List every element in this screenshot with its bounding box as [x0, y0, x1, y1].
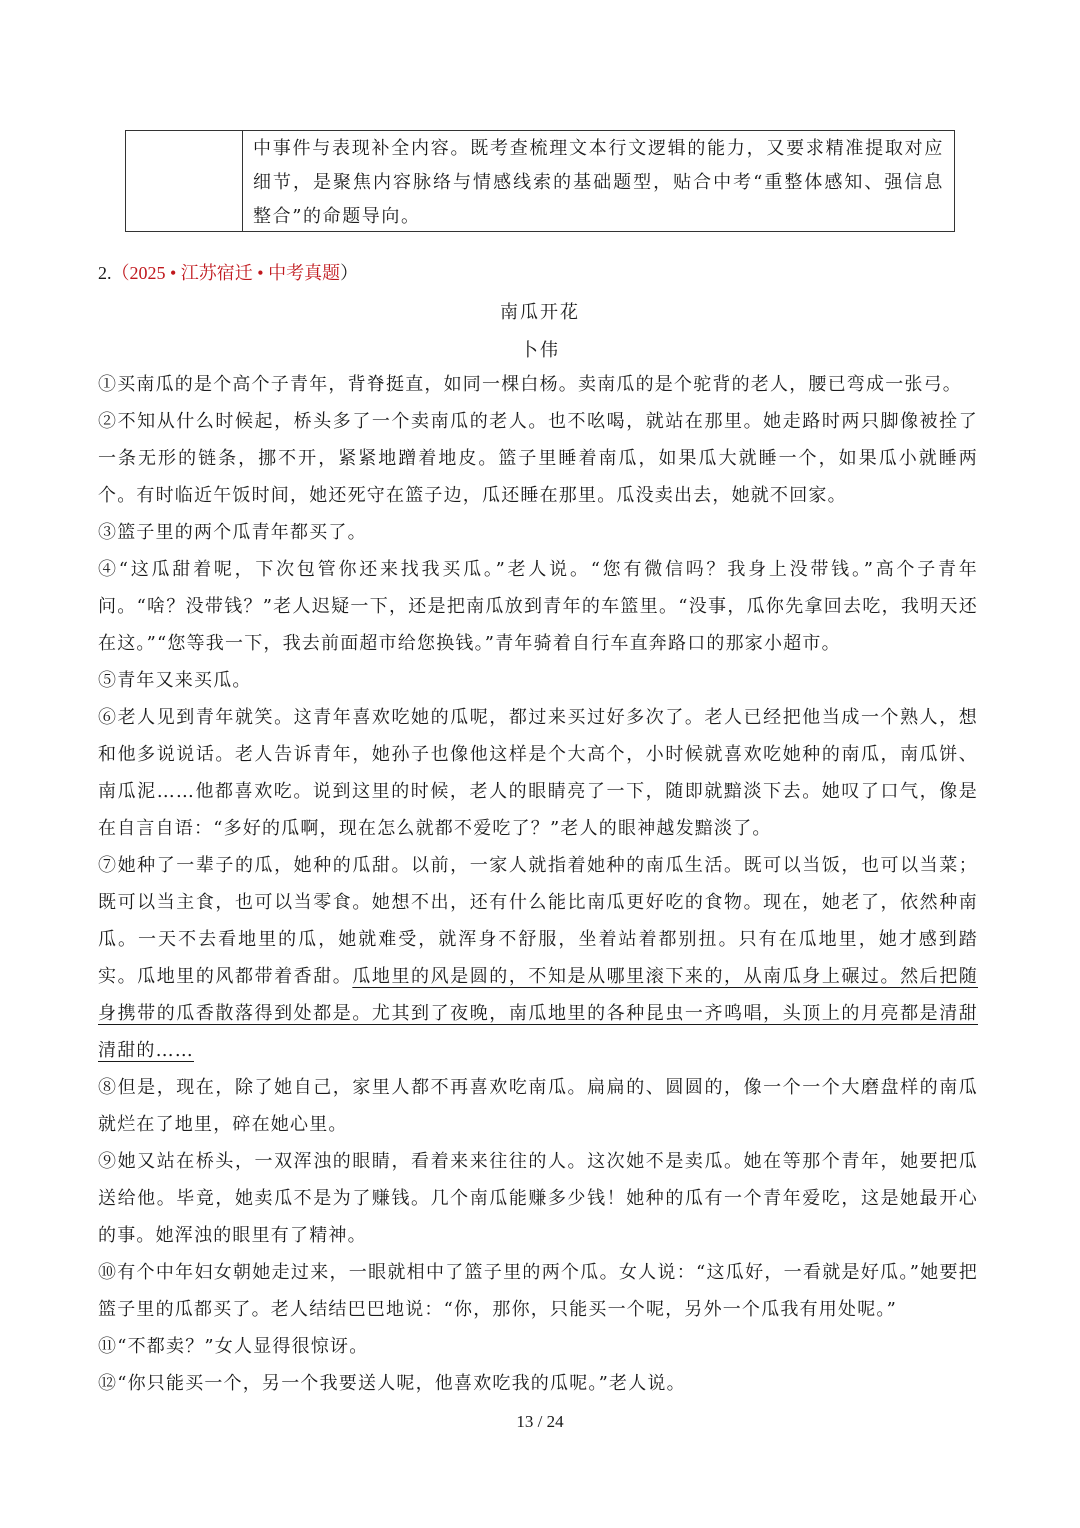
paragraph-7	[98, 847, 978, 1069]
article-author: 卜伟	[520, 340, 560, 361]
paragraph-text: ⑦她种了一辈子的瓜，她种的瓜甜。以前，一家人就指着她种的南瓜生活。既可以当饭，也可以当菜；既可以当主食，也可以当零食。她想不出，还有什么能比南瓜更好吃的食物。现在，她老了，依然种南瓜。一天不去看地里的瓜，她就难受，就浑身不舒服，坐着站着都别扭。只有在瓜地里，她才感到踏实。瓜地里的风都带着香甜。	[98, 855, 978, 987]
page-number: 13 / 24	[516, 1412, 564, 1431]
question-close-paren: ）	[340, 263, 359, 283]
question-number: 2.	[98, 263, 112, 283]
table-right-cell: 中事件与表现补全内容。既考查梳理文本行文逻辑的能力，又要求精准提取对应细节，是聚焦内容脉络与情感线索的基础题型，贴合中考“重整体感知、强信息整合”的命题导向。	[253, 138, 944, 227]
question-open-paren: （	[111, 263, 130, 283]
question-source: 2025 • 江苏宿迁 • 中考真题	[129, 263, 341, 283]
underlined-sentence: 瓜地里的风是圆的，不知是从哪里滚下来的，从南瓜身上碾过。然后把随身携带的瓜香散落得到处都是。尤其到了夜晚，南瓜地里的各种昆虫一齐鸣唱，头顶上的月亮都是清甜清甜的……	[98, 966, 978, 1061]
previous-answer-table	[125, 130, 955, 232]
paragraph: ⑤青年又来买瓜。	[98, 670, 252, 691]
paragraph: ⑪“不都卖？”女人显得很惊讶。	[98, 1336, 369, 1357]
question-header	[98, 258, 358, 288]
paragraph: ③篮子里的两个瓜青年都买了。	[98, 522, 367, 543]
paragraph: ⑩有个中年妇女朝她走过来，一眼就相中了篮子里的两个瓜。女人说：“这瓜好，一看就是好瓜。”她要把篮子里的瓜都买了。老人结结巴巴地说：“你，那你，只能买一个呢，另外一个瓜我有用处呢。”	[98, 1262, 978, 1320]
paragraph: ⑧但是，现在，除了她自己，家里人都不再喜欢吃南瓜。扁扁的、圆圆的，像一个一个大磨盘样的南瓜就烂在了地里，碎在她心里。	[98, 1077, 978, 1135]
article-body	[98, 366, 978, 1402]
paragraph: ④“这瓜甜着呢，下次包管你还来找我买瓜。”老人说。“您有微信吗？我身上没带钱。”高个子青年问。“啥？没带钱？”老人迟疑一下，还是把南瓜放到青年的车篮里。“没事，瓜你先拿回去吃，我明天还在这。”“您等我一下，我去前面超市给您换钱。”青年骑着自行车直奔路口的那家小超市。	[98, 559, 978, 654]
table-left-cell	[126, 131, 243, 231]
paragraph: ⑨她又站在桥头，一双浑浊的眼睛，看着来来往往的人。这次她不是卖瓜。她在等那个青年，她要把瓜送给他。毕竟，她卖瓜不是为了赚钱。几个南瓜能赚多少钱！她种的瓜有一个青年爱吃，这是她最开心的事。她浑浊的眼里有了精神。	[98, 1151, 978, 1246]
paragraph: ⑫“你只能买一个，另一个我要送人呢，他喜欢吃我的瓜呢。”老人说。	[98, 1373, 686, 1394]
paragraph: ⑥老人见到青年就笑。这青年喜欢吃她的瓜呢，都过来买过好多次了。老人已经把他当成一个熟人，想和他多说说话。老人告诉青年，她孙子也像他这样是个大高个，小时候就喜欢吃她种的南瓜，南瓜饼、南瓜泥……他都喜欢吃。说到这里的时候，老人的眼睛亮了一下，随即就黯淡下去。她叹了口气，像是在自言自语：“多好的瓜啊，现在怎么就都不爱吃了？”老人的眼神越发黯淡了。	[98, 707, 978, 839]
paragraph: ①买南瓜的是个高个子青年，背脊挺直，如同一棵白杨。卖南瓜的是个驼背的老人，腰已弯成一张弓。	[98, 374, 962, 395]
paragraph: ②不知从什么时候起，桥头多了一个卖南瓜的老人。也不吆喝，就站在那里。她走路时两只脚像被拴了一条无形的链条，挪不开，紧紧地蹭着地皮。篮子里睡着南瓜，如果瓜大就睡一个，如果瓜小就睡两个。有时临近午饭时间，她还死守在篮子边，瓜还睡在那里。瓜没卖出去，她就不回家。	[98, 411, 978, 506]
article-title: 南瓜开花	[500, 302, 580, 323]
